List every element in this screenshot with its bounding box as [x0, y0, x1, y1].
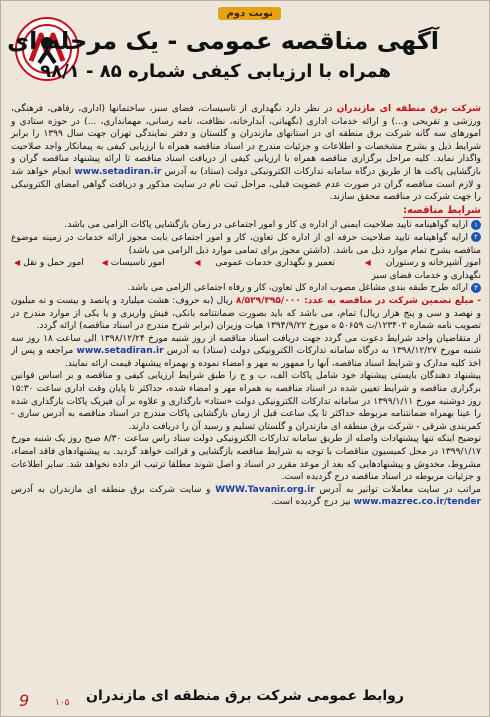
mazrec-link[interactable]: www.mazrec.co.ir/tender — [353, 497, 481, 508]
opening-text: توضیح اینکه تنها پیشنهادات واصله از طریق سامانه تدارکات الکترونیکی دولت ستاد راس ساعت ۸/۳۰ صبح روز یک شنبه مورخ ۱۳۹۹/۱/۱۷ در محل کمیسیون مناقصات با توجه به شرایط مناقصه بازگشایی و قرائت خواهد گردید. به پیشنهادهای فاقد امضاء، مشروط، مخدوش و پیشنهادهایی که بعد از موعد مقرر در اسناد و اصل شوند مطلقا ترتیب اثر داده نخواهد شد. سایر اطلاعات و جزئیات مربوطه در اسناد مناقصه درج گردیده است. — [11, 434, 481, 483]
condition-text-2: ارایه گواهینامه تایید صلاحیت حرفه ای از اداره کل تعاون، کار و امور اجتماعی بابت مجوز ارائه خدمات در زمینه موضوع مناقصه بشرح تمام موارد ذیل می باشد. (داشتن مجوز برای تمامی موارد ذیل الزامی می باشد) — [11, 232, 481, 256]
number-badge-3: ۳ — [471, 283, 481, 293]
conditions-heading: شرایط مناقصه: — [403, 205, 481, 219]
condition-text-1: ارایه گواهینامه تایید صلاحیت ایمنی از اداره ی کار و امور اجتماعی در زمان بازگشایی پاکات الزامی می باشد. — [64, 220, 468, 231]
signature-mark: 9 — [19, 691, 30, 710]
category-item: تعمیر و نگهداری خدمات عمومی — [215, 258, 336, 269]
setad-link-1[interactable]: www.setadiran.ir — [74, 166, 162, 177]
number-badge-2: ۲ — [471, 232, 481, 242]
contact-text-2: و سایت شرکت برق منطقه ای مازندران به آدرس — [11, 484, 216, 495]
documents-text: از متقاضیان واجد شرایط دعوت می گردد جهت دریافت اسناد مناقصه از روز شنبه مورخ ۱۳۹۸/۱۲/۲۴ الی ساعت ۱۸ روز سه شنبه مورخ ۱۳۹۸/۱۲/۲۷ به درگاه سامانه تدارکات الکترونیکی دولت (ستاد) به آدرس — [11, 333, 481, 357]
condition-item-3 — [11, 282, 481, 295]
guarantee-text: ریال (به حروف: هشت میلیارد و پانصد و بیست و نه میلیون و نهصد و سی و پنج هزار ریال) تمام، می باشد که باید بصورت ضمانتنامه بانکی، فیش واریزی و یا یکی از موارد مندرج در تصویب نامه شماره ۱۲۳۴۰۲/ت ۵۰۶۵۹ ه مورخ ۱۳۹۴/۹/۲۲ هیات وزیران (برابر شرح مندرج در اسناد مناقصه) ارائه گردد. — [11, 295, 481, 332]
page-subtitle: همراه با ارزیابی کیفی شماره ۸۵ - ۹۸/۱ — [40, 61, 391, 82]
triangle-bullet-icon: ◀ — [14, 258, 21, 268]
submission-text: پیشنهاد دهندگان بایستی پیشنهاد خود شامل پاکات الف، ب و ج را طبق شرایط ارزیابی کیفی و مناقصه و بر اساس قوانین برگزاری مناقصه و شرایط تعیین شده در اسناد مناقصه به همراه مهر و امضاء شده، حداکثر تا پایان وقت اداری ساعت ۱۵:۳۰ روز دوشنبه مورخ ۱۳۹۹/۱/۱۱ در سامانه تدارکات الکترونیکی دولت «ستاد» بارگذاری و علاوه بر آن فیزیک پاکات بارگذاری شده را عینا بهمراه ضمانتنامه مربوطه حداکثر تا یک ساعت قبل از زمان بازگشایی پاکات مندرج در اسناد مناقصه به آدرس ساری - کمربندی شرقی - شرکت برق منطقه ای مازندران و گلستان تسلیم و رسید آن را دریافت دارند. — [11, 371, 482, 432]
tavanir-link[interactable]: WWW.Tavanir.org.ir — [215, 484, 315, 495]
intro-text: در نظر دارد نگهداری از تاسیسات، فضای سبز، ساختمانها (اداری، رفاهی، فرهنگی، ورزشی و تفریحی و...) و ارائه خدمات اداری (نگهبانی، آبدارخانه، نظافت، نامه رسانی، مهمانداری، ...) در حوزه ستادی و امورهای سه گانه شرکت برق منطقه ای در استانهای مازندران و گلستان و دفتر نمایندگی تهران جهت سال ۱۳۹۹ را برابر شرایط ذیل و بشرح مشخصات و اطلاعات و جزئیات مندرج در اسناد مناقصه همراه با ارزیابی کیفی به پیمانکار واجد صلاحیت واگذار نماید. کلیه مراحل برگزاری مناقصه همراه با ارزیابی کیفی از دریافت اسناد مناقصه تا ارائه پیشنهاد مناقصه گران و بازگشایی پاکت ها از طریق درگاه سامانه تدارکات الکترونیکی دولت (ستاد) به آدرس — [11, 104, 481, 177]
number-badge-1: ۱ — [471, 220, 481, 230]
triangle-bullet-icon: ◀ — [352, 258, 383, 268]
guarantee-label: - مبلغ تضمین شرکت در مناقصه به عدد: — [300, 295, 481, 306]
category-item: نگهداری و خدمات فضای سبز — [371, 270, 481, 281]
category-item: امور حمل و نقل — [23, 258, 84, 269]
intro-text-2: انجام خواهد شد و لازم است مناقصه گران در صورت عدم عضویت قبلی، مراحل ثبت نام در سایت مذکور و دریافت گواهی امضای الکترونیکی را جهت شرکت در مناقصه محقق سازند. — [11, 166, 481, 203]
submission-paragraph — [11, 370, 481, 433]
contact-paragraph — [11, 484, 481, 509]
condition-text-3: ارائه طرح طبقه بندی مشاغل مصوب اداره کل تعاون، کار و رفاه اجتماعی الزامی می باشد. — [127, 283, 468, 294]
category-item: امور تاسیسات — [110, 258, 165, 269]
intro-company: شرکت برق منطقه ای مازندران — [336, 104, 481, 114]
notice-body — [9, 103, 481, 509]
header — [9, 5, 481, 93]
triangle-bullet-icon: ◀ — [89, 258, 108, 268]
setad-link-2[interactable]: www.setadiran.ir — [76, 346, 164, 357]
page-number: ۱۰۵ — [55, 698, 70, 708]
category-item: امور آشپزخانه و رستوران — [385, 258, 482, 269]
badge-second-round: نوبت دوم — [218, 7, 281, 20]
guarantee-paragraph — [11, 295, 481, 333]
documents-paragraph — [11, 333, 481, 371]
guarantee-amount: ۸/۵۲۹/۳۹۵/۰۰۰ — [235, 295, 301, 306]
intro-paragraph — [11, 103, 481, 204]
categories-line — [11, 257, 481, 282]
condition-item-2 — [11, 232, 481, 257]
footer-public-relations: روابط عمومی شرکت برق منطقه ای مازندران — [86, 688, 404, 704]
documents-text-2: مراجعه و پس از اخذ کلیه مدارک و شرایط اسناد مناقصه، آنها را ممهور به مهر و امضاء نموده و بهمراه پیشنهاد قیمت ارائه نمایند. — [11, 346, 481, 369]
contact-text-3: نیز درج گردیده است. — [270, 497, 354, 508]
contact-text: مراتب در سایت معاملات توانیر به آدرس — [314, 484, 481, 495]
opening-paragraph — [11, 433, 481, 483]
condition-item-1 — [11, 219, 481, 232]
triangle-bullet-icon: ◀ — [182, 258, 213, 268]
page-title: آگهی مناقصه عمومی - یک مرحله ای — [7, 27, 439, 55]
